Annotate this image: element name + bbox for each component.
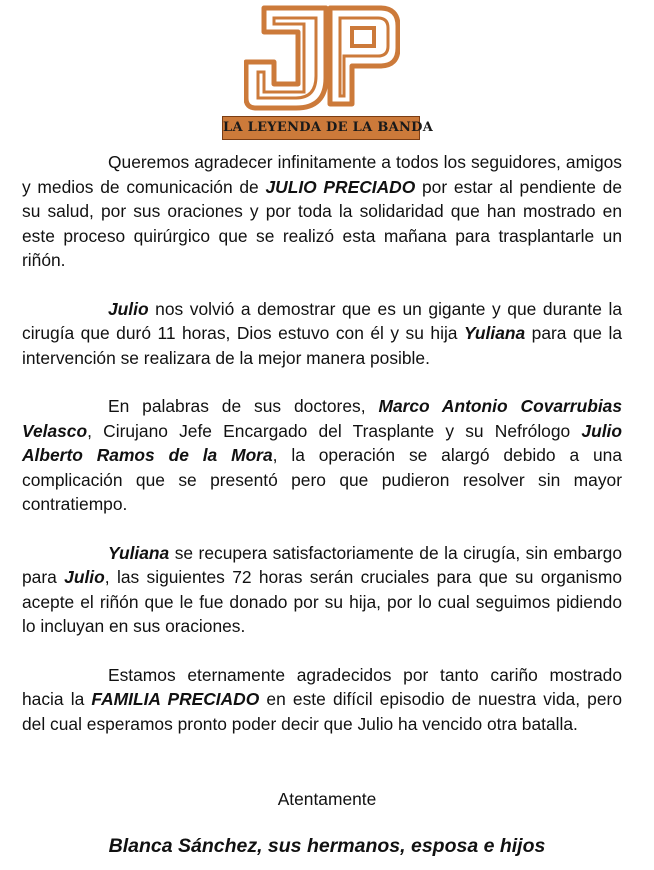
text-span: , las siguientes 72 horas serán cruciales para que su organismo acepte el riñón que le fue donado por su hija, por lo cual seguimos pidiendo lo incluyan en sus oraciones. [22, 567, 623, 636]
text-span: Estamos eternamente agradecidos por tanto cariño mostrado hacia la [22, 664, 622, 709]
text-span: Queremos agradecer infinitamente a todos los seguidores, amigos y medios de comunicación de [22, 152, 622, 197]
jp-monogram-logo [244, 4, 400, 114]
logo-tagline: LA LEYENDA DE LA BANDA [222, 116, 420, 140]
text-span: En palabras de sus doctores, [108, 396, 379, 416]
letter-body [22, 150, 622, 736]
emphasis-name: Julio Alberto Ramos de la Mora [22, 420, 622, 465]
text-span: por estar al pendiente de su salud, por sus oraciones y por toda la solidaridad que han mostrado en este proceso quirúrgico que se realizó esta mañana para trasplantarle un riñón. [22, 176, 623, 270]
closing-salutation: Atentamente [277, 789, 377, 809]
paragraph-thanks [22, 663, 622, 737]
text-span: , la operación se alargó debido a una complicación que se presentó pero que pudieron resolver sin mayor contratiempo. [22, 445, 622, 514]
emphasis-name: JULIO PRECIADO [265, 176, 416, 197]
signature: Blanca Sánchez, sus hermanos, esposa e hijos [108, 835, 546, 857]
paragraph-doctors [22, 394, 622, 517]
emphasis-name: Yuliana [463, 323, 526, 343]
paragraph-recovery [22, 541, 622, 639]
jp-logo [222, 4, 434, 138]
paragraph-gratitude [22, 150, 622, 273]
text-span: , Cirujano Jefe Encargado del Trasplante y su Nefrólogo [87, 420, 582, 441]
emphasis-name: Yuliana [108, 542, 170, 563]
text-span: para que la intervención se realizara de la mejor manera posible. [22, 323, 622, 368]
text-span: se recupera satisfactoriamente de la cirugía, sin embargo para [22, 542, 622, 587]
emphasis-name: Julio [108, 298, 149, 319]
paragraph-surgery [22, 297, 622, 371]
text-span: en este difícil episodio de nuestra vida, pero del cual esperamos pronto poder decir que Julio ha vencido otra batalla. [22, 689, 622, 734]
emphasis-name: Marco Antonio Covarrubias Velasco [22, 396, 622, 441]
emphasis-name: FAMILIA PRECIADO [91, 689, 260, 709]
emphasis-name: Julio [64, 567, 105, 587]
text-span: nos volvió a demostrar que es un gigante y que durante la cirugía que duró 11 horas, Dios estuvo con él y su hija [22, 298, 622, 343]
